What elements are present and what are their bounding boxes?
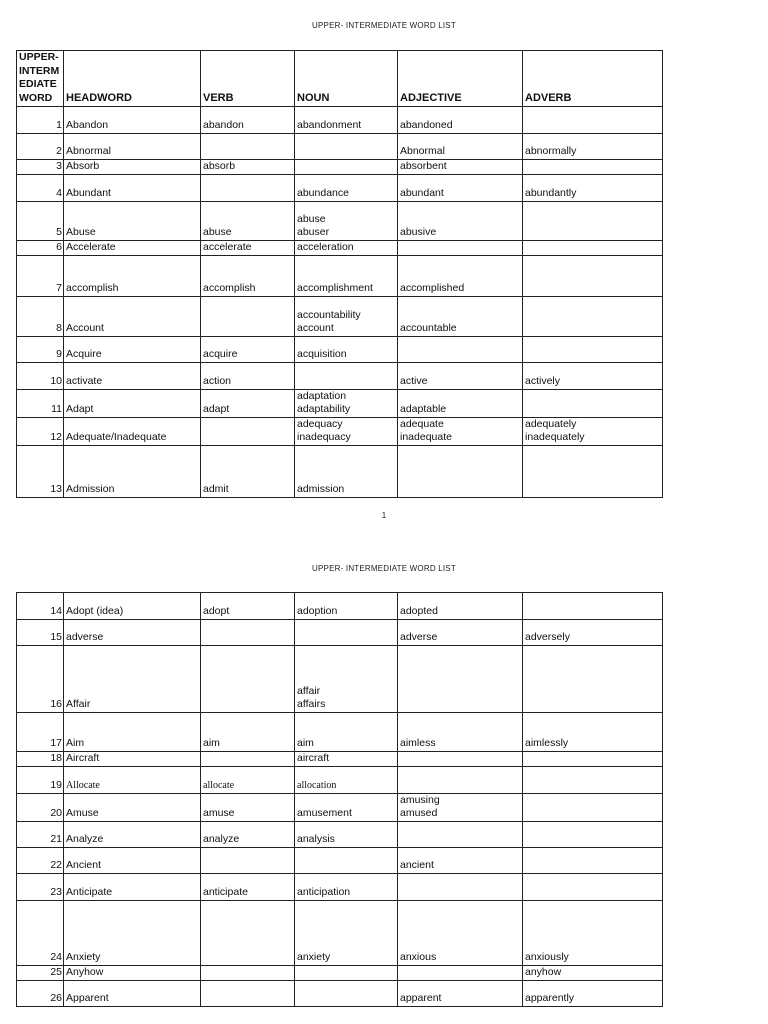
adverb-cell: abnormally xyxy=(523,134,663,160)
adverb-cell: anxiously xyxy=(523,901,663,966)
headword-cell: Apparent xyxy=(64,981,201,1007)
row-number: 5 xyxy=(17,202,64,241)
table-row xyxy=(17,418,663,446)
adjective-cell xyxy=(398,337,523,363)
headword-cell: Ancient xyxy=(64,848,201,874)
headword-cell: Absorb xyxy=(64,160,201,175)
page-header-top: UPPER- INTERMEDIATE WORD LIST xyxy=(312,21,456,30)
adverb-cell xyxy=(523,874,663,901)
row-number: 24 xyxy=(17,901,64,966)
table-row xyxy=(17,175,663,202)
verb-cell: action xyxy=(201,363,295,390)
adverb-cell xyxy=(523,418,663,446)
row-number: 4 xyxy=(17,175,64,202)
adverb-cell xyxy=(523,337,663,363)
verb-cell: admit xyxy=(201,446,295,498)
noun-cell: abundance xyxy=(295,175,398,202)
table-row xyxy=(17,446,663,498)
headword-cell: Amuse xyxy=(64,794,201,822)
adverb-cell xyxy=(523,848,663,874)
adjective-cell xyxy=(398,794,523,822)
verb-cell xyxy=(201,297,295,337)
headword-cell: Abuse xyxy=(64,202,201,241)
row-number: 11 xyxy=(17,390,64,418)
verb-cell: adopt xyxy=(201,593,295,620)
cell-line: amusing xyxy=(400,794,440,806)
column-header-adjective: ADJECTIVE xyxy=(398,51,523,107)
headword-cell: Adopt (idea) xyxy=(64,593,201,620)
adverb-cell xyxy=(523,446,663,498)
noun-cell: acquisition xyxy=(295,337,398,363)
row-number: 12 xyxy=(17,418,64,446)
table-row xyxy=(17,646,663,713)
headword-cell: Account xyxy=(64,297,201,337)
verb-cell: absorb xyxy=(201,160,295,175)
column-header-noun: NOUN xyxy=(295,51,398,107)
row-number: 25 xyxy=(17,966,64,981)
noun-cell: anticipation xyxy=(295,874,398,901)
headword-cell: Analyze xyxy=(64,822,201,848)
adverb-cell xyxy=(523,390,663,418)
noun-cell xyxy=(295,390,398,418)
row-number: 16 xyxy=(17,646,64,713)
adjective-cell: ancient xyxy=(398,848,523,874)
noun-cell xyxy=(295,202,398,241)
noun-cell: amusement xyxy=(295,794,398,822)
adverb-cell xyxy=(523,593,663,620)
headword-cell: Adequate/Inadequate xyxy=(64,418,201,446)
row-number: 10 xyxy=(17,363,64,390)
noun-cell: admission xyxy=(295,446,398,498)
adverb-cell xyxy=(523,107,663,134)
table-row xyxy=(17,713,663,752)
headword-cell: Abnormal xyxy=(64,134,201,160)
table-row xyxy=(17,337,663,363)
table-row xyxy=(17,256,663,297)
noun-cell xyxy=(295,160,398,175)
table-row xyxy=(17,966,663,981)
column-header-adverb: ADVERB xyxy=(523,51,663,107)
adjective-cell xyxy=(398,446,523,498)
cell-line: adequacy xyxy=(297,418,343,430)
page-number: 1 xyxy=(381,511,387,520)
cell-line: inadequately xyxy=(525,431,585,443)
cell-line: adequate xyxy=(400,418,444,430)
verb-cell: abuse xyxy=(201,202,295,241)
adjective-cell: adopted xyxy=(398,593,523,620)
table-row xyxy=(17,794,663,822)
headword-cell: Adapt xyxy=(64,390,201,418)
cell-line: inadequacy xyxy=(297,431,351,443)
table-row xyxy=(17,202,663,241)
row-number: 22 xyxy=(17,848,64,874)
adjective-cell xyxy=(398,418,523,446)
column-header-number-line: UPPER- xyxy=(19,51,59,63)
row-number: 8 xyxy=(17,297,64,337)
headword-cell: Anticipate xyxy=(64,874,201,901)
row-number: 17 xyxy=(17,713,64,752)
noun-cell xyxy=(295,134,398,160)
cell-line: affairs xyxy=(297,698,326,710)
cell-line: adaptation xyxy=(297,390,347,402)
adjective-cell: abundant xyxy=(398,175,523,202)
noun-cell: anxiety xyxy=(295,901,398,966)
page-header-second: UPPER- INTERMEDIATE WORD LIST xyxy=(312,564,456,573)
table-row xyxy=(17,981,663,1007)
verb-cell: aim xyxy=(201,713,295,752)
headword-cell: activate xyxy=(64,363,201,390)
row-number: 2 xyxy=(17,134,64,160)
noun-cell: accomplishment xyxy=(295,256,398,297)
adjective-cell: active xyxy=(398,363,523,390)
verb-cell: analyze xyxy=(201,822,295,848)
adjective-cell: accountable xyxy=(398,297,523,337)
adjective-cell xyxy=(398,646,523,713)
table-row xyxy=(17,134,663,160)
row-number: 6 xyxy=(17,241,64,256)
adverb-cell xyxy=(523,256,663,297)
table-row xyxy=(17,363,663,390)
adverb-cell xyxy=(523,794,663,822)
verb-cell: allocate xyxy=(201,767,295,794)
adjective-cell: apparent xyxy=(398,981,523,1007)
adjective-cell xyxy=(398,822,523,848)
table-row xyxy=(17,874,663,901)
headword-cell: Abandon xyxy=(64,107,201,134)
cell-line: adaptability xyxy=(297,403,351,415)
row-number: 9 xyxy=(17,337,64,363)
adjective-cell: Abnormal xyxy=(398,134,523,160)
adjective-cell xyxy=(398,752,523,767)
cell-line: account xyxy=(297,322,334,334)
row-number: 19 xyxy=(17,767,64,794)
row-number: 7 xyxy=(17,256,64,297)
adjective-cell xyxy=(398,241,523,256)
headword-cell: adverse xyxy=(64,620,201,646)
cell-line: accountability xyxy=(297,309,361,321)
verb-cell: abandon xyxy=(201,107,295,134)
adverb-cell: apparently xyxy=(523,981,663,1007)
noun-cell: allocation xyxy=(295,767,398,794)
noun-cell: adoption xyxy=(295,593,398,620)
verb-cell xyxy=(201,901,295,966)
adverb-cell xyxy=(523,241,663,256)
word-list-table-1 xyxy=(16,50,663,498)
column-header-number-line: WORD xyxy=(19,91,53,104)
header-row xyxy=(17,51,663,107)
headword-cell: Acquire xyxy=(64,337,201,363)
noun-cell: aircraft xyxy=(295,752,398,767)
headword-cell: Affair xyxy=(64,646,201,713)
column-header-headword: HEADWORD xyxy=(64,51,201,107)
adverb-cell xyxy=(523,822,663,848)
column-header-number-line: INTERM xyxy=(19,64,60,77)
verb-cell: adapt xyxy=(201,390,295,418)
adjective-cell: adverse xyxy=(398,620,523,646)
adverb-cell: actively xyxy=(523,363,663,390)
verb-cell: acquire xyxy=(201,337,295,363)
row-number: 20 xyxy=(17,794,64,822)
row-number: 14 xyxy=(17,593,64,620)
verb-cell xyxy=(201,646,295,713)
headword-cell: accomplish xyxy=(64,256,201,297)
row-number: 18 xyxy=(17,752,64,767)
adjective-cell: accomplished xyxy=(398,256,523,297)
adverb-cell: abundantly xyxy=(523,175,663,202)
verb-cell xyxy=(201,620,295,646)
headword-cell: Allocate xyxy=(64,767,201,794)
adverb-cell: anyhow xyxy=(523,966,663,981)
table-row xyxy=(17,593,663,620)
verb-cell xyxy=(201,418,295,446)
headword-cell: Anyhow xyxy=(64,966,201,981)
table-row xyxy=(17,241,663,256)
row-number: 26 xyxy=(17,981,64,1007)
table-row xyxy=(17,901,663,966)
adjective-cell: absorbent xyxy=(398,160,523,175)
row-number: 21 xyxy=(17,822,64,848)
adjective-cell xyxy=(398,874,523,901)
table-row xyxy=(17,160,663,175)
verb-cell xyxy=(201,966,295,981)
noun-cell xyxy=(295,966,398,981)
headword-cell: Accelerate xyxy=(64,241,201,256)
adverb-cell xyxy=(523,752,663,767)
adverb-cell xyxy=(523,646,663,713)
row-number: 23 xyxy=(17,874,64,901)
table-row xyxy=(17,752,663,767)
adjective-cell: abandoned xyxy=(398,107,523,134)
cell-line: abuser xyxy=(297,226,330,238)
verb-cell xyxy=(201,134,295,160)
noun-cell: analysis xyxy=(295,822,398,848)
headword-cell: Aim xyxy=(64,713,201,752)
verb-cell xyxy=(201,981,295,1007)
noun-cell: acceleration xyxy=(295,241,398,256)
verb-cell: anticipate xyxy=(201,874,295,901)
cell-line: inadequate xyxy=(400,431,452,443)
adjective-cell: abusive xyxy=(398,202,523,241)
column-header-verb: VERB xyxy=(201,51,295,107)
adjective-cell: adaptable xyxy=(398,390,523,418)
noun-cell xyxy=(295,646,398,713)
table-row xyxy=(17,848,663,874)
adverb-cell xyxy=(523,160,663,175)
noun-cell xyxy=(295,848,398,874)
table-row xyxy=(17,620,663,646)
row-number: 1 xyxy=(17,107,64,134)
headword-cell: Abundant xyxy=(64,175,201,202)
noun-cell xyxy=(295,620,398,646)
adverb-cell xyxy=(523,202,663,241)
verb-cell xyxy=(201,848,295,874)
adjective-cell: anxious xyxy=(398,901,523,966)
table-row xyxy=(17,297,663,337)
headword-cell: Aircraft xyxy=(64,752,201,767)
verb-cell xyxy=(201,175,295,202)
noun-cell xyxy=(295,297,398,337)
noun-cell: aim xyxy=(295,713,398,752)
verb-cell: accomplish xyxy=(201,256,295,297)
noun-cell xyxy=(295,981,398,1007)
table-row xyxy=(17,822,663,848)
table-row xyxy=(17,390,663,418)
adjective-cell xyxy=(398,767,523,794)
column-header-number xyxy=(17,51,64,107)
noun-cell xyxy=(295,363,398,390)
verb-cell: accelerate xyxy=(201,241,295,256)
table-row xyxy=(17,107,663,134)
row-number: 15 xyxy=(17,620,64,646)
adverb-cell: aimlessly xyxy=(523,713,663,752)
verb-cell: amuse xyxy=(201,794,295,822)
noun-cell xyxy=(295,418,398,446)
noun-cell: abandonment xyxy=(295,107,398,134)
word-list-table-2 xyxy=(16,592,663,1007)
headword-cell: Anxiety xyxy=(64,901,201,966)
verb-cell xyxy=(201,752,295,767)
adverb-cell: adversely xyxy=(523,620,663,646)
column-header-number-line: EDIATE xyxy=(19,78,57,90)
adjective-cell xyxy=(398,966,523,981)
row-number: 13 xyxy=(17,446,64,498)
cell-line: affair xyxy=(297,685,321,697)
cell-line: adequately xyxy=(525,418,577,430)
adverb-cell xyxy=(523,297,663,337)
adverb-cell xyxy=(523,767,663,794)
table-row xyxy=(17,767,663,794)
headword-cell: Admission xyxy=(64,446,201,498)
cell-line: amused xyxy=(400,807,438,819)
row-number: 3 xyxy=(17,160,64,175)
cell-line: abuse xyxy=(297,213,326,225)
adjective-cell: aimless xyxy=(398,713,523,752)
